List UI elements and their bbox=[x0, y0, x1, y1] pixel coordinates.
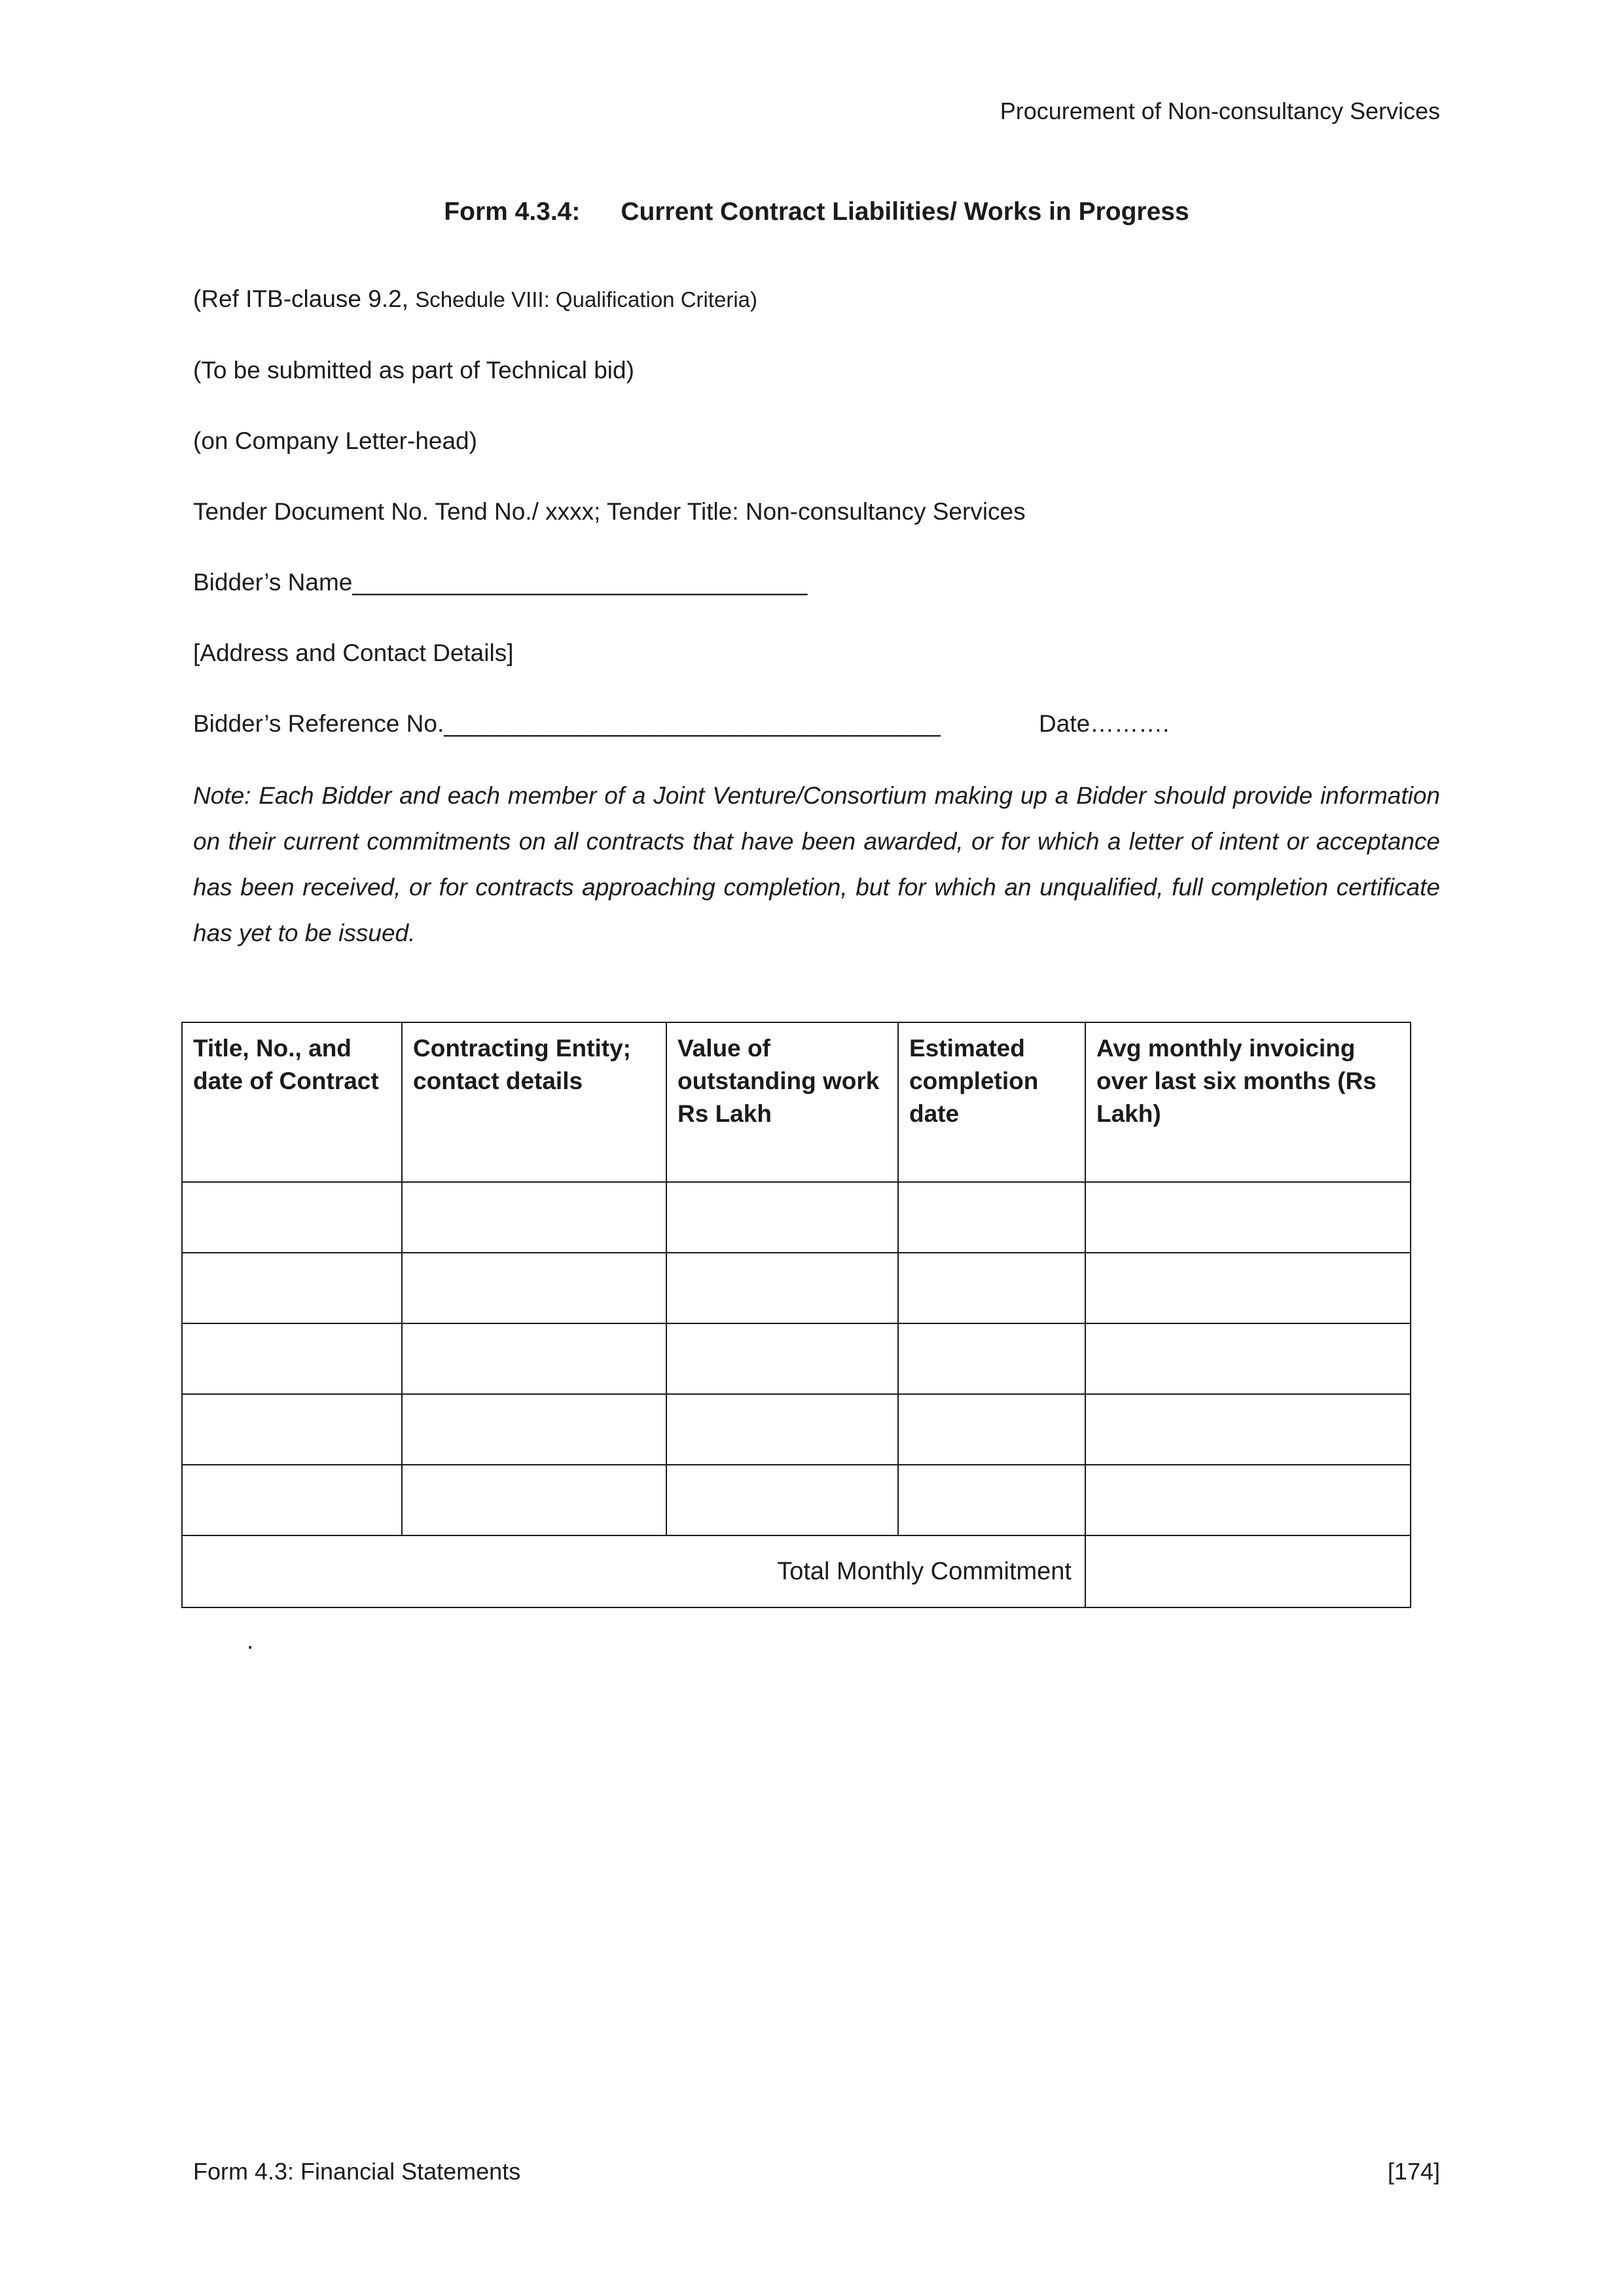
table-cell bbox=[1085, 1465, 1411, 1535]
ref-clause-line bbox=[193, 284, 1440, 315]
total-row bbox=[182, 1535, 1411, 1607]
ref-clause-sub: Schedule VIII: Qualification Criteria) bbox=[415, 287, 758, 312]
ref-clause-main: (Ref ITB-clause 9.2, bbox=[193, 285, 409, 312]
table-cell bbox=[182, 1465, 402, 1535]
table-cell bbox=[182, 1182, 402, 1253]
form-number: Form 4.3.4: bbox=[444, 198, 581, 226]
page-footer bbox=[193, 2157, 1440, 2186]
table-cell bbox=[666, 1465, 898, 1535]
table-cell bbox=[898, 1182, 1085, 1253]
reference-blank: ____________________________________ bbox=[444, 710, 941, 737]
stray-period: . bbox=[247, 1627, 254, 1654]
letterhead-line: (on Company Letter-head) bbox=[193, 427, 477, 454]
header-estimated-completion: Estimated completion date bbox=[898, 1022, 1085, 1182]
table-cell bbox=[1085, 1182, 1411, 1253]
table-header-row bbox=[182, 1022, 1411, 1182]
bidder-name-blank: _________________________________ bbox=[352, 569, 808, 596]
table-cell bbox=[898, 1465, 1085, 1535]
table-cell bbox=[898, 1323, 1085, 1394]
table-row bbox=[182, 1182, 1411, 1253]
document-content bbox=[193, 196, 1440, 1655]
table-row bbox=[182, 1323, 1411, 1394]
table-cell bbox=[402, 1465, 666, 1535]
table-cell bbox=[1085, 1394, 1411, 1465]
table-row bbox=[182, 1394, 1411, 1465]
header-value-outstanding: Value of outstanding work Rs Lakh bbox=[666, 1022, 898, 1182]
table-cell bbox=[666, 1182, 898, 1253]
total-monthly-commitment-label: Total Monthly Commitment bbox=[182, 1535, 1085, 1607]
tender-line: Tender Document No. Tend No./ xxxx; Tender Title: Non-consultancy Services bbox=[193, 498, 1026, 525]
header-avg-monthly-invoicing: Avg monthly invoicing over last six months (Rs Lakh) bbox=[1085, 1022, 1411, 1182]
table-cell bbox=[402, 1394, 666, 1465]
table-cell bbox=[402, 1182, 666, 1253]
footer-left-text: Form 4.3: Financial Statements bbox=[193, 2158, 521, 2185]
table-cell bbox=[182, 1394, 402, 1465]
note-paragraph: Note: Each Bidder and each member of a Joint Venture/Consortium making up a Bidder should provide information on their current commitments on all contracts that have been awarded, or for which a letter of intent or acceptance has been received, or for contracts approaching completion, but for which an unqualified, full completion certificate has yet to be issued. bbox=[193, 782, 1440, 946]
table-cell bbox=[1085, 1323, 1411, 1394]
table-cell bbox=[182, 1323, 402, 1394]
footer-page-number: [174] bbox=[1387, 2158, 1440, 2185]
table-cell bbox=[898, 1394, 1085, 1465]
contract-liabilities-table bbox=[181, 1022, 1411, 1608]
table-cell bbox=[182, 1253, 402, 1323]
table-row bbox=[182, 1253, 1411, 1323]
submission-line: (To be submitted as part of Technical bid) bbox=[193, 357, 634, 384]
header-right-text: Procurement of Non-consultancy Services bbox=[1000, 98, 1440, 124]
date-label: Date………. bbox=[1039, 710, 1170, 737]
address-line: [Address and Contact Details] bbox=[193, 639, 514, 666]
table-cell bbox=[1085, 1253, 1411, 1323]
page-header bbox=[193, 97, 1440, 126]
total-monthly-commitment-value bbox=[1085, 1535, 1411, 1607]
table-cell bbox=[402, 1253, 666, 1323]
header-title-no-date: Title, No., and date of Contract bbox=[182, 1022, 402, 1182]
bidder-name-line bbox=[193, 567, 1440, 598]
reference-label: Bidder’s Reference No. bbox=[193, 710, 444, 737]
reference-line bbox=[193, 709, 1440, 739]
table-cell bbox=[666, 1253, 898, 1323]
table-cell bbox=[666, 1323, 898, 1394]
header-contracting-entity: Contracting Entity; contact details bbox=[402, 1022, 666, 1182]
form-title bbox=[193, 196, 1440, 228]
bidder-name-label: Bidder’s Name bbox=[193, 569, 353, 596]
table-cell bbox=[898, 1253, 1085, 1323]
form-title-text: Current Contract Liabilities/ Works in Progress bbox=[621, 198, 1189, 226]
table-row bbox=[182, 1465, 1411, 1535]
table-cell bbox=[402, 1323, 666, 1394]
table-cell bbox=[666, 1394, 898, 1465]
